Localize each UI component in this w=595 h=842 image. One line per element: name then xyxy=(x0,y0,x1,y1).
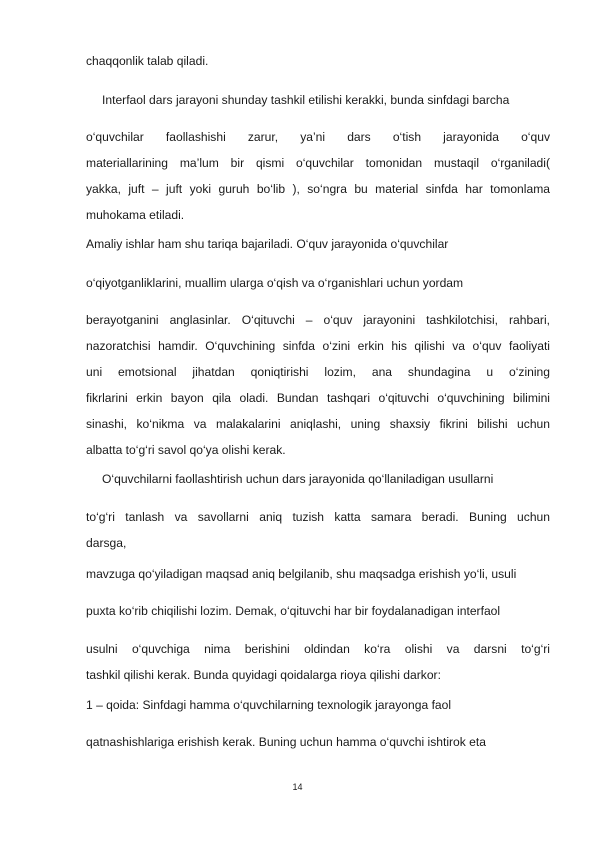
page-number: 14 xyxy=(292,782,303,792)
text-line: uni emotsional jihatdan qoniqtirishi lozim, ana shundagina u o‘zining xyxy=(86,365,550,379)
text-line: usulni o‘quvchiga nima berishini oldindan ko‘ra olishi va darsni to‘g‘ri xyxy=(86,642,550,656)
text-line: tashkil qilishi kerak. Bunda quyidagi qoidalarga rioya qilishi darkor: xyxy=(86,668,441,682)
text-line: nazoratchisi hamdir. O‘quvchining sinfda o‘zini erkin his qilishi va o‘quv faoliyati xyxy=(86,339,550,353)
text-line: albatta to‘g‘ri savol qo‘ya olishi kerak. xyxy=(86,443,286,457)
text-line: to‘g‘ri tanlash va savollarni aniq tuzish katta samara beradi. Buning uchun xyxy=(86,510,550,524)
text-line: darsga, xyxy=(86,536,127,550)
text-line: berayotganini anglasinlar. O‘qituvchi – o‘quv jarayonini tashkilotchisi, rahbari, xyxy=(86,313,550,327)
text-line: materiallarining ma’lum bir qismi o‘quvchilar tomonidan mustaqil o‘rganiladi( xyxy=(86,156,550,170)
text-line: mavzuga qo‘yiladigan maqsad aniq belgilanib, shu maqsadga erishish yo‘li, usuli xyxy=(86,567,517,581)
text-line: fikrlarini erkin bayon qila oladi. Bundan tashqari o‘qituvchi o‘quvchining bilimini xyxy=(86,391,550,405)
text-line: o‘qiyotganliklarini, muallim ularga o‘qish va o‘rganishlari uchun yordam xyxy=(86,276,464,290)
text-line: qatnashishlariga erishish kerak. Buning uchun hamma o‘quvchi ishtirok eta xyxy=(86,735,486,749)
text-line: Amaliy ishlar ham shu tariqa bajariladi. O‘quv jarayonida o‘quvchilar xyxy=(86,237,449,251)
text-line: o‘quvchilar faollashishi zarur, ya’ni dars o‘tish jarayonida o‘quv xyxy=(86,130,550,144)
text-line: 1 – qoida: Sinfdagi hamma o‘quvchilarning texnologik jarayonga faol xyxy=(86,698,452,712)
text-line: yakka, juft – juft yoki guruh bo‘lib ), so‘ngra bu material sinfda har tomonlama xyxy=(86,182,550,196)
text-line: Interfaol dars jarayoni shunday tashkil etilishi kerakki, bunda sinfdagi barcha xyxy=(102,93,510,107)
text-line: O‘quvchilarni faollashtirish uchun dars jarayonida qo‘llaniladigan usullarni xyxy=(102,472,494,486)
text-line: muhokama etiladi. xyxy=(86,208,185,222)
text-line: puxta ko‘rib chiqilishi lozim. Demak, o‘qituvchi har bir foydalanadigan interfaol xyxy=(86,604,501,618)
text-line: chaqqonlik talab qiladi. xyxy=(86,54,209,68)
text-line: sinashi, ko‘nikma va malakalarini aniqlashi, uning shaxsiy fikrini bilishi uchun xyxy=(86,417,550,431)
